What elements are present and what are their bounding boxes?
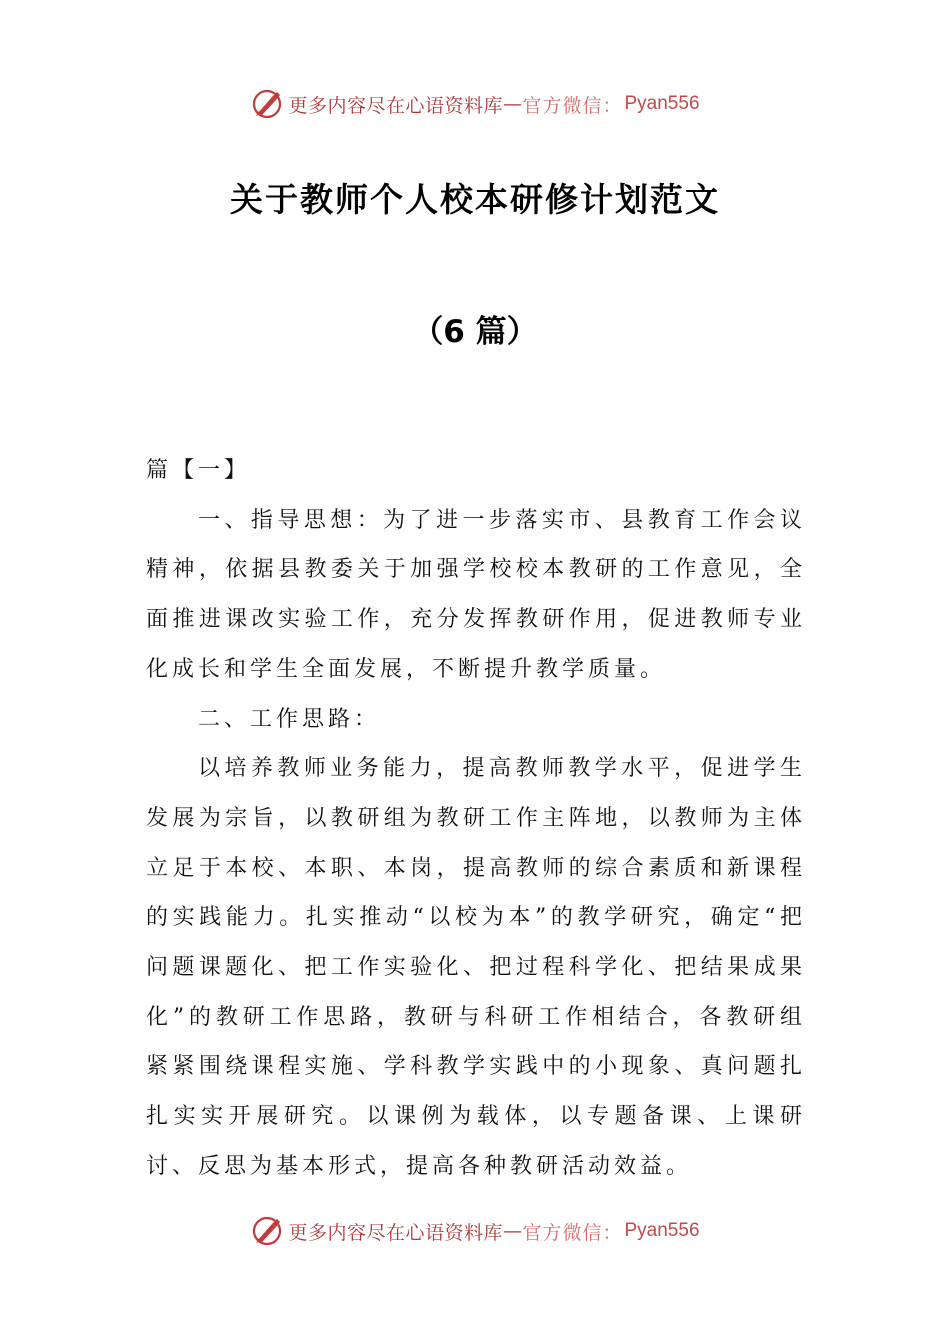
watermark-contact-label: 官方微信：	[522, 94, 623, 117]
watermark-contact-label: 官方微信：	[522, 1221, 623, 1244]
watermark-contact-id: Pyan556	[624, 93, 700, 114]
watermark-separator: —	[502, 1220, 523, 1242]
paragraph-work-approach-heading: 二、工作思路：	[198, 706, 381, 732]
document-title: 关于教师个人校本研修计划范文	[230, 180, 720, 219]
watermark-text: 更多内容尽在心语资料库	[288, 94, 503, 117]
watermark-contact-id: Pyan556	[624, 1220, 700, 1241]
paragraph-guiding-ideology: 一、指导思想：为了进一步落实市、县教育工作会议精神，依据县教委关于加强学校校本教研的工作意见，全面推进课改实验工作，充分发挥教研作用，促进教师专业化成长和学生全面发展，不断提升教学质量。	[146, 507, 806, 682]
watermark-banner-top	[0, 84, 950, 124]
paragraph-work-approach: 以培养教师业务能力，提高教师教学水平，促进学生发展为宗旨，以教研组为教研工作主阵地，以教师为主体立足于本校、本职、本岗，提高教师的综合素质和新课程的实践能力。扎实推动“以校为本”的教学研究，确定“把问题课题化、把工作实验化、把过程科学化、把结果成果化”的教研工作思路，教研与科研工作相结合，各教研组紧紧围绕课程实施、学科教学实践中的小现象、真问题扎扎实实开展研究。以课例为载体，以专题备课、上课研讨、反思为基本形式，提高各种教研活动效益。	[146, 756, 806, 1179]
watermark-text: 更多内容尽在心语资料库	[288, 1221, 503, 1244]
watermark-separator: —	[502, 93, 523, 115]
section-label: 篇【一】	[146, 458, 251, 483]
watermark-banner-bottom	[0, 1211, 950, 1251]
document-subtitle: （6 篇）	[412, 314, 538, 350]
pen-logo-icon	[250, 87, 284, 121]
pen-logo-icon	[250, 1214, 284, 1248]
document-body	[146, 446, 806, 1192]
